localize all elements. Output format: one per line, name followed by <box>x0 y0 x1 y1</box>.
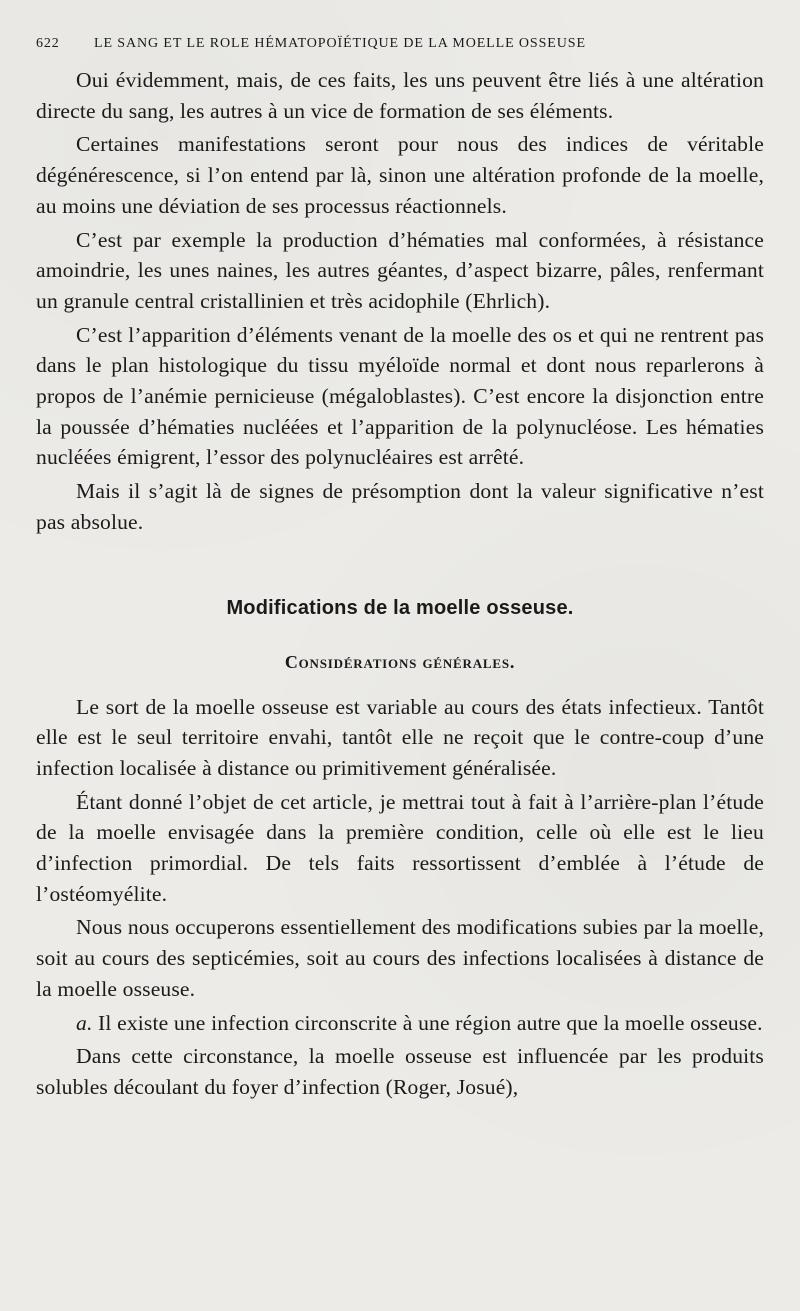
list-item-text: Il existe une infection circonscrite à une région autre que la moelle osseuse. <box>92 1010 763 1035</box>
paragraph: Mais il s’agit là de signes de présomption dont la valeur significative n’est pas absolue. <box>36 479 764 534</box>
section-title: Modifications de la moelle osseuse. <box>226 596 574 619</box>
running-head: LE SANG ET LE ROLE HÉMATOPOÏÉTIQUE DE LA MOELLE OSSEUSE <box>94 36 586 51</box>
paragraph: C’est par exemple la production d’hématies mal conformées, à résistance amoindrie, les unes naines, les autres géantes, d’aspect bizarre, pâles, renfermant un granule central cristallinien et très acidophile (Ehrlich). <box>36 227 764 313</box>
paragraph: Nous nous occuperons essentiellement des modifications subies par la moelle, soit au cours des septicémies, soit au cours des infections localisées à distance de la moelle osseuse. <box>36 915 764 1001</box>
section-spacer <box>36 538 764 594</box>
paragraph: Le sort de la moelle osseuse est variable au cours des états infectieux. Tantôt elle est le seul territoire envahi, tantôt elle ne reçoit que le contre-coup d’une infection localisée à distance ou primitivement généralisée. <box>36 694 764 780</box>
page-header <box>36 30 764 58</box>
paragraph: Certaines manifestations seront pour nous des indices de véritable dégénérescence, si l’on entend par là, sinon une altération profonde de la moelle, au moins une déviation de ses processus réactionnels. <box>36 132 764 218</box>
page-number: 622 <box>36 36 60 51</box>
paragraph: C’est l’apparition d’éléments venant de la moelle des os et qui ne rentrent pas dans le plan histologique du tissu myéloïde normal et dont nous reparlerons à propos de l’anémie pernicieuse (mégaloblastes). C’est encore la disjonction entre la poussée d’hématies nucléées et l’apparition de la polynucléose. Les hématies nucléées émigrent, l’essor des polynucléaires est arrêté. <box>36 322 764 470</box>
list-marker: a. <box>76 1010 93 1035</box>
paragraph: Dans cette circonstance, la moelle osseuse est influencée par les produits solubles découlant du foyer d’infection (Roger, Josué), <box>36 1044 764 1099</box>
paragraph: Oui évidemment, mais, de ces faits, les uns peuvent être liés à une altération directe du sang, les autres à un vice de formation de ses éléments. <box>36 68 764 123</box>
paragraph: Étant donné l’objet de cet article, je mettrai tout à fait à l’arrière-plan l’étude de la moelle envisagée dans la première condition, celle où elle est le lieu d’infection primordial. De tels faits ressortissent d’emblée à l’étude de l’ostéomyélite. <box>36 789 764 906</box>
main-text <box>36 65 764 1103</box>
list-item-a <box>36 1008 764 1039</box>
section-subheading: Considérations générales. <box>284 651 516 672</box>
